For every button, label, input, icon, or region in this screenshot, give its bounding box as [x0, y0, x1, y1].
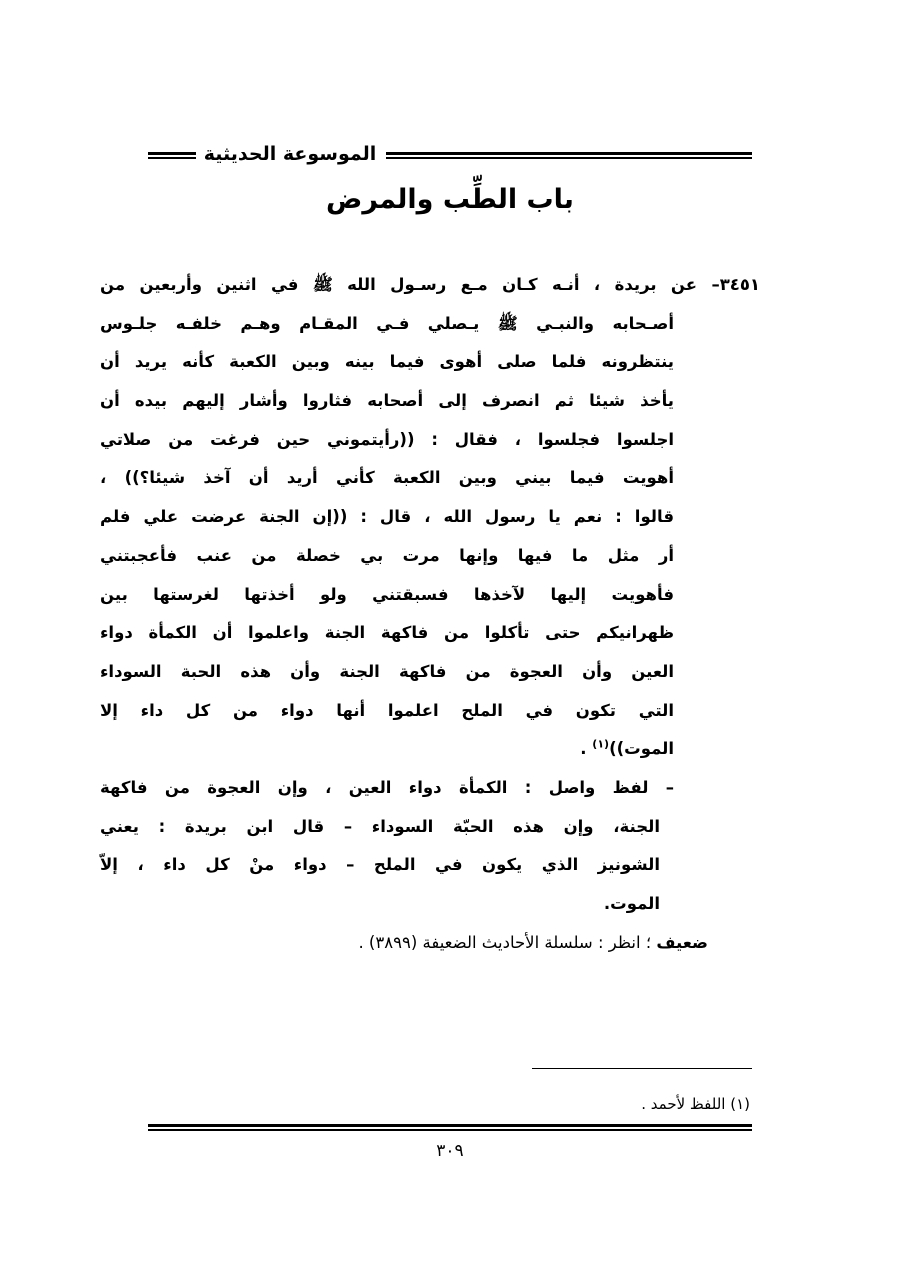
footnote: (١) اللفظ لأحمد .: [641, 1095, 750, 1113]
hadith-line: اجلسوا فجلسوا ، فقال : ((رأيتموني حين فرغت من صلاتي: [100, 429, 674, 449]
hadith-last-line: [100, 730, 760, 769]
hadith-line: أر مثل ما فيها وإنها مرت بي خصلة من عنب فأعجبتني: [100, 545, 674, 565]
grading-label: ضعيف: [656, 932, 708, 952]
hadith-line: فأهويت إليها لآخذها فسبقتني ولو أخذتها لغرستها بين: [100, 584, 674, 604]
header-rule-left: [148, 152, 196, 159]
chapter-title: باب الطِّب والمرض: [326, 184, 574, 215]
hadith-line: قالوا : نعم يا رسول الله ، قال : ((إن الجنة عرضت علي فلم: [100, 507, 674, 527]
grading-text: ؛ انظر : سلسلة الأحاديث الضعيفة (٣٨٩٩) .: [358, 932, 657, 952]
footnote-rule: [532, 1068, 752, 1069]
footer-rule: [148, 1124, 752, 1131]
variant-line: الجنة، وإن هذه الحبّة السوداء – قال ابن بريدة : يعني: [100, 816, 660, 836]
variant-line: الشونيز الذي يكون في الملح – دواء منْ كل داء ، إلاّ: [100, 855, 660, 875]
variant-last-line: الموت.: [603, 894, 660, 913]
running-title: الموسوعة الحديثية: [203, 143, 377, 165]
hadith-line: أهويت فيما بيني وبين الكعبة كأني أريد أن آخذ شيئا؟)) ،: [100, 468, 674, 488]
header-rule-right: [386, 152, 752, 159]
hadith-last-end: .: [580, 739, 593, 759]
hadith-line: ٣٤٥١– عن بريدة ، أنـه كـان مـع رسـول الله ﷺ في اثنين وأربعين من: [100, 275, 760, 294]
hadith-line: ظهرانيكم حتى تأكلوا من فاكهة الجنة واعلموا أن الكمأة دواء: [100, 623, 674, 643]
page-number: ٣٠٩: [436, 1141, 464, 1161]
hadith-text: [100, 266, 760, 962]
hadith-line: أصـحابه والنبـي ﷺ يـصلي فـي المقـام وهـم خلفـه جلـوس: [100, 313, 674, 333]
hadith-line: ينتظرونه فلما صلى أهوى فيما بينه وبين الكعبة كأنه يريد أن: [100, 352, 674, 372]
hadith-line: العين وأن العجوة من فاكهة الجنة وأن هذه الحبة السوداء: [100, 661, 674, 681]
hadith-line: التي تكون في الملح اعلموا أنها دواء من كل داء إلا: [100, 700, 674, 720]
grading-line: [100, 924, 760, 963]
footnote-marker: (١): [592, 737, 610, 751]
variant-line: – لفظ واصل : الكمأة دواء العين ، وإن العجوة من فاكهة: [100, 777, 674, 797]
hadith-last-words: الموت)): [609, 739, 674, 759]
hadith-line: يأخذ شيئا ثم انصرف إلى أصحابه فثاروا وأشار إليهم بيده أن: [100, 391, 674, 411]
